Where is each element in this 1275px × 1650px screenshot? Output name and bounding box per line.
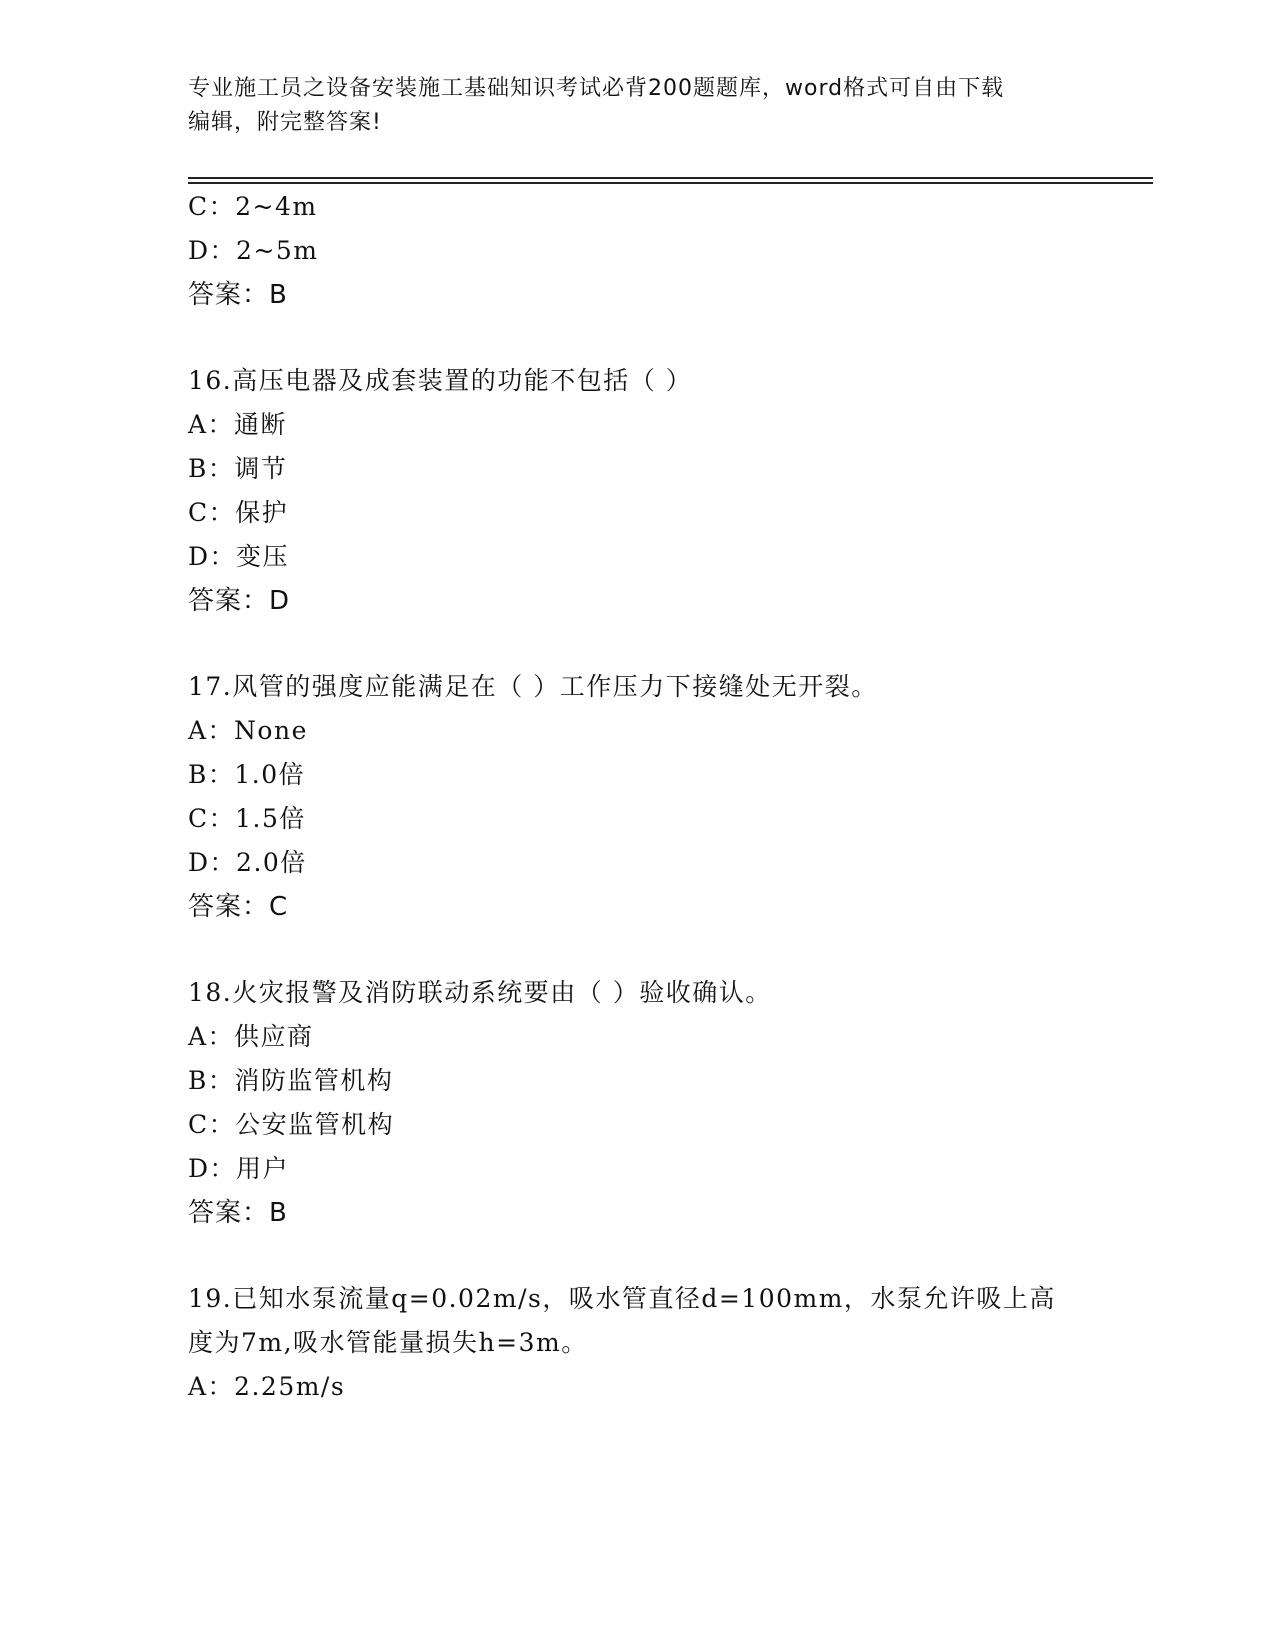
q16-option-c: C：保护 [188, 498, 289, 527]
q15-answer: 答案：B [188, 280, 288, 310]
q17-option-c: C：1.5倍 [188, 804, 306, 833]
q19-option-a: A：2.25m/s [188, 1372, 346, 1401]
q17-option-a: A：None [188, 716, 308, 745]
q16-option-b: B：调节 [188, 454, 288, 483]
q15-option-c: C：2~4m [188, 192, 318, 221]
q19-stem-line-2: 度为7m,吸水管能量损失h=3m。 [188, 1328, 588, 1357]
document-header [188, 72, 1088, 140]
q17-option-d: D：2.0倍 [188, 848, 307, 877]
q15-option-d: D：2~5m [188, 236, 319, 265]
q18-option-d: D：用户 [188, 1154, 290, 1183]
q16-stem: 16.高压电器及成套装置的功能不包括（ ） [188, 366, 693, 395]
header-divider-top [188, 177, 1153, 179]
q18-stem: 18.火灾报警及消防联动系统要由（ ）验收确认。 [188, 978, 772, 1007]
q18-option-b: B：消防监管机构 [188, 1066, 394, 1095]
header-line-2: 编辑，附完整答案! [188, 110, 382, 135]
q18-option-c: C：公安监管机构 [188, 1110, 395, 1139]
header-line-1: 专业施工员之设备安装施工基础知识考试必背200题题库，word格式可自由下载 [188, 76, 1005, 101]
q19-stem-line-1: 19.已知水泵流量q=0.02m/s，吸水管直径d=100mm，水泵允许吸上高 [188, 1284, 1056, 1313]
q17-answer: 答案：C [188, 892, 289, 922]
q17-stem: 17.风管的强度应能满足在（ ）工作压力下接缝处无开裂。 [188, 672, 878, 701]
q17-option-b: B：1.0倍 [188, 760, 306, 789]
q16-option-d: D：变压 [188, 542, 290, 571]
q16-answer: 答案：D [188, 586, 291, 616]
header-divider-bottom [188, 182, 1153, 184]
q18-option-a: A：供应商 [188, 1022, 314, 1051]
q18-answer: 答案：B [188, 1198, 288, 1228]
q16-option-a: A：通断 [188, 410, 288, 439]
